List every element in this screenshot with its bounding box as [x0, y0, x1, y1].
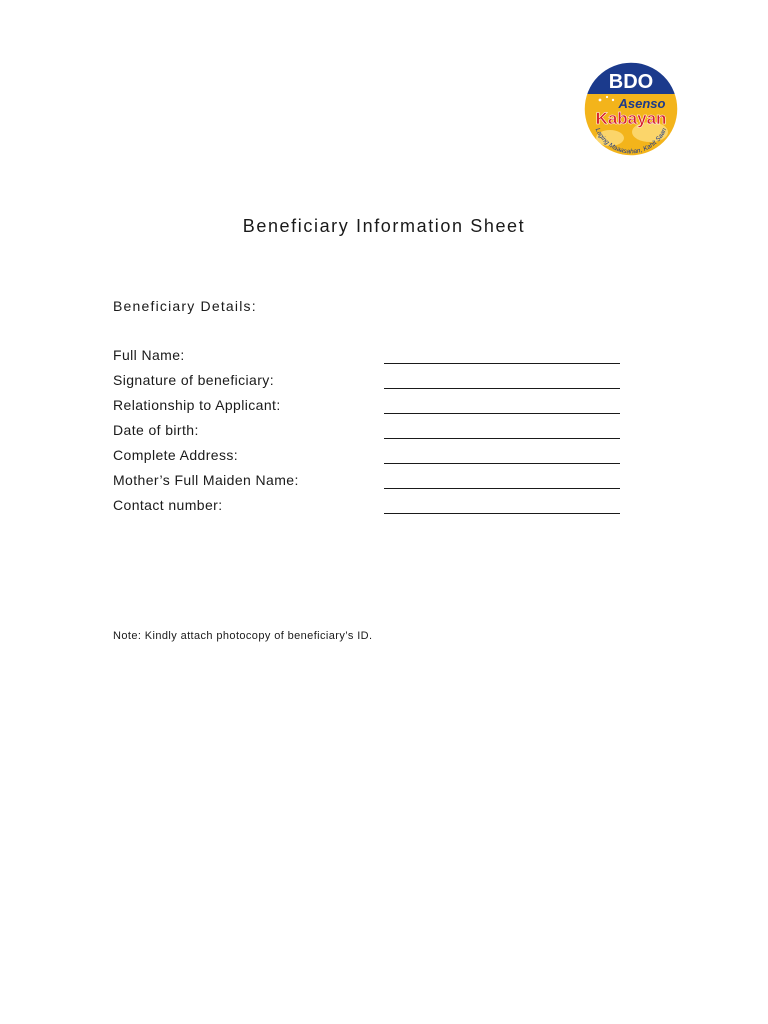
- field-label: Complete Address:: [113, 447, 239, 463]
- beneficiary-fields: [113, 347, 633, 522]
- svg-text:Laging Maaasahan, Kahit Saan: Laging Maaasahan, Kahit Saan: [593, 127, 669, 156]
- attachment-note: Note: Kindly attach photocopy of beneficiary’s ID.: [113, 630, 373, 642]
- fill-in-line: [384, 488, 620, 489]
- field-label: Mother’s Full Maiden Name:: [113, 472, 299, 488]
- document-title: Beneficiary Information Sheet: [242, 216, 526, 236]
- field-label: Contact number:: [113, 497, 223, 513]
- field-label: Signature of beneficiary:: [113, 372, 274, 388]
- bdo-asenso-kabayan-logo: [580, 58, 682, 160]
- field-signature: [113, 372, 633, 397]
- svg-text:Asenso: Asenso: [618, 96, 666, 111]
- section-heading-beneficiary-details: Beneficiary Details:: [113, 298, 257, 314]
- svg-text:Kabayan: Kabayan: [595, 109, 667, 128]
- fill-in-line: [384, 363, 620, 364]
- fill-in-line: [384, 413, 620, 414]
- field-mothers-maiden-name: [113, 472, 633, 497]
- field-label: Relationship to Applicant:: [113, 397, 281, 413]
- fill-in-line: [384, 438, 620, 439]
- svg-text:BDO: BDO: [608, 71, 654, 93]
- field-contact-number: [113, 497, 633, 522]
- field-relationship: [113, 397, 633, 422]
- field-label: Date of birth:: [113, 422, 199, 438]
- fill-in-line: [384, 463, 620, 464]
- fill-in-line: [384, 513, 620, 514]
- field-label: Full Name:: [113, 347, 185, 363]
- fill-in-line: [384, 388, 620, 389]
- field-full-name: [113, 347, 633, 372]
- field-date-of-birth: [113, 422, 633, 447]
- field-complete-address: [113, 447, 633, 472]
